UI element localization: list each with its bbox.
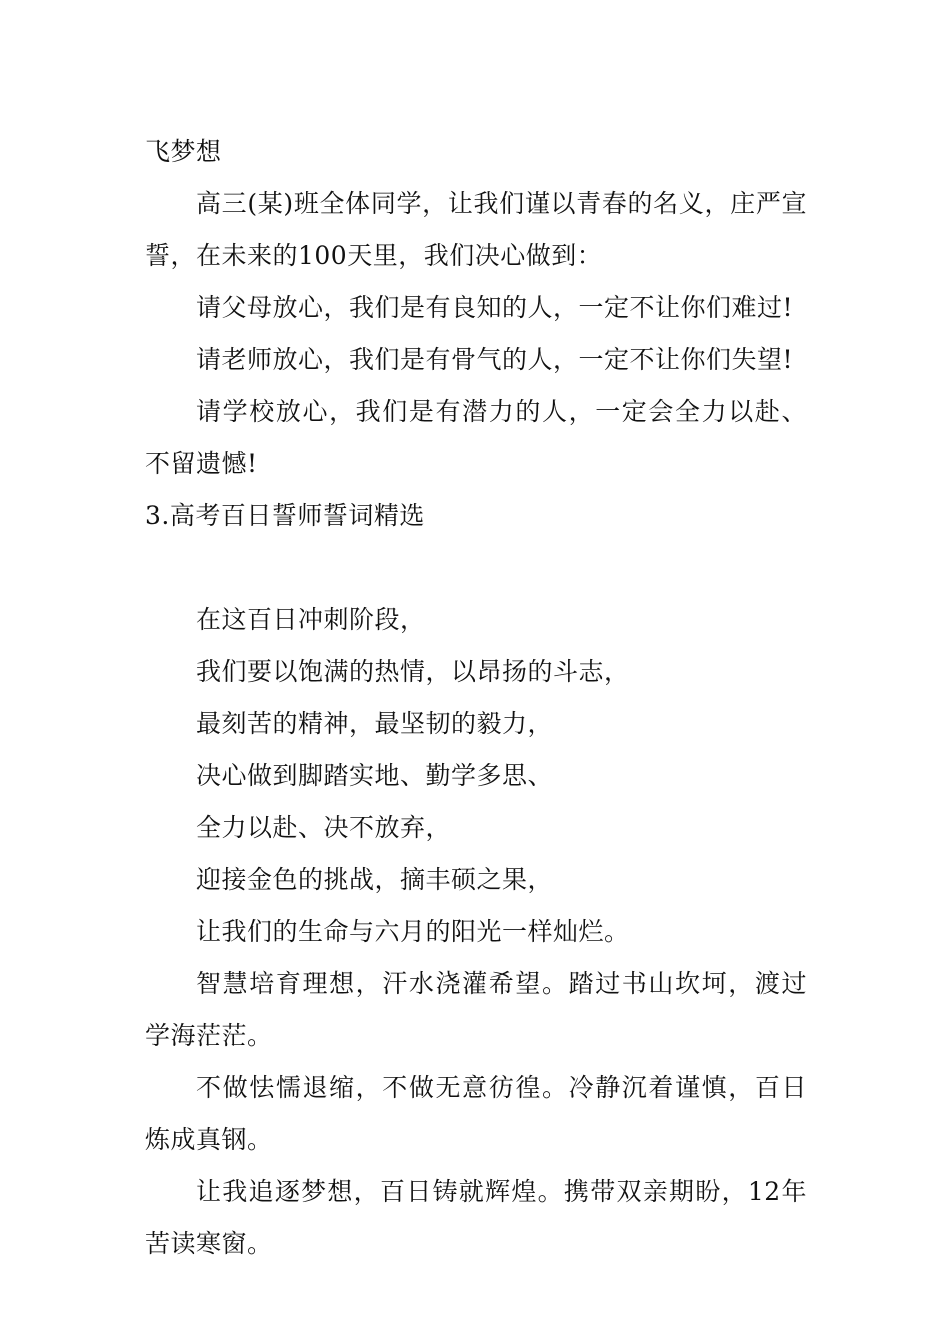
verse-line: 决心做到脚踏实地、勤学多思、: [196, 761, 554, 790]
oath-teachers-paragraph: 请老师放心，我们是有骨气的人，一定不让你们失望!: [196, 345, 794, 374]
verse-line: 全力以赴、决不放弃，: [196, 813, 452, 842]
body-paragraph: 让我追逐梦想，百日铸就辉煌。携带双亲期盼，12年苦读寒窗。: [145, 1177, 807, 1258]
body-paragraph: 不做怯懦退缩，不做无意彷徨。冷静沉着谨慎，百日炼成真钢。: [145, 1073, 807, 1154]
blank-line: [145, 542, 807, 594]
verse-line: 让我们的生命与六月的阳光一样灿烂。: [196, 917, 630, 946]
oath-parents-paragraph: 请父母放心，我们是有良知的人，一定不让你们难过!: [196, 293, 794, 322]
oath-intro-paragraph: 高三(某)班全体同学，让我们谨以青春的名义，庄严宣誓，在未来的100天里，我们决心做到：: [145, 189, 807, 270]
verse-line: 在这百日冲刺阶段，: [196, 605, 426, 634]
verse-line: 最刻苦的精神，最坚韧的毅力，: [196, 709, 554, 738]
verse-line: 迎接金色的挑战，摘丰硕之果，: [196, 865, 554, 894]
body-paragraph: 智慧培育理想，汗水浇灌希望。踏过书山坎坷，渡过学海茫茫。: [145, 969, 807, 1050]
section-heading: 3.高考百日誓师誓词精选: [145, 501, 425, 530]
text-line: 飞梦想: [145, 137, 222, 166]
verse-line: 我们要以饱满的热情，以昂扬的斗志，: [196, 657, 630, 686]
document-body: [145, 126, 807, 1270]
oath-school-paragraph: 请学校放心，我们是有潜力的人，一定会全力以赴、不留遗憾!: [145, 397, 807, 478]
